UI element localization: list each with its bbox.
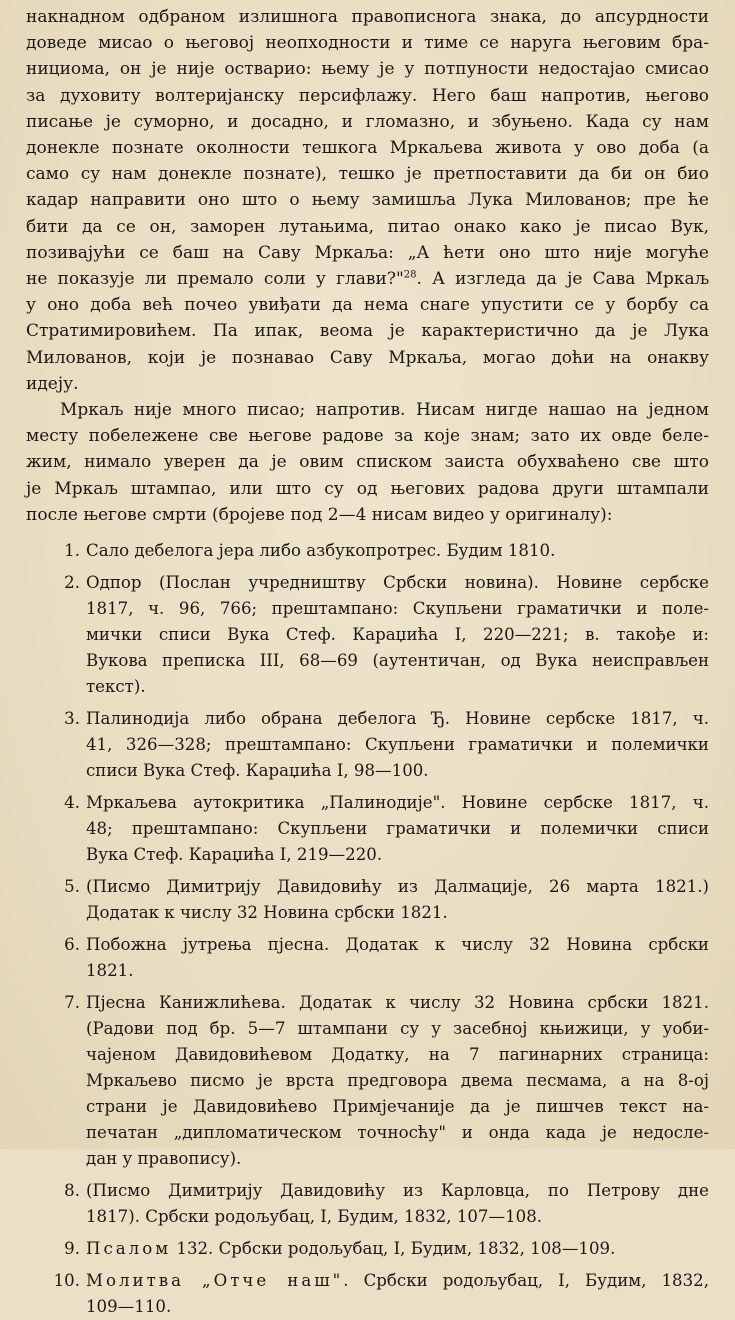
text-line: 109—110. [86,1297,172,1317]
text-line: 1821. [86,961,134,981]
list-item [26,932,709,984]
text-line: 1817, ч. 96, 766; прештампано: Скупљени граматички и поле- [86,599,709,619]
text-line: жим, нимало уверен да је овим списком заиста обухваћено све што [26,452,709,473]
text-line: Мркаљево писмо је врста предговора двема песмама, а на 8-ој [86,1071,709,1091]
text-line: текст). [86,677,146,697]
text-line: бити да се он, заморен лутањима, питао онако како је писао Вук, [26,216,709,237]
text-line: Вука Стеф. Караџића I, 219—220. [86,845,383,865]
text-line: доведе мисао о његовој неопходности и тиме се наруга његовим бра- [26,33,709,54]
item-number: 8. [64,1181,80,1201]
list-item [26,990,709,1172]
text-line: Вукова преписка III, 68—69 (аутентичан, од Вука неисправљен [86,651,709,671]
works-list [26,538,709,1320]
text-line: 48; прештампано: Скупљени граматички и полемички списи [86,819,709,839]
item-number: 5. [64,877,80,897]
text-line: (Радови под бр. 5—7 штампани су у засебној књижици, у уоби- [86,1019,709,1039]
list-item [26,1268,709,1320]
text-line-with-footnote [26,266,709,292]
text-line: за духовиту волтеријанску персифлажу. Него баш напротив, његово [26,85,709,106]
list-item [26,874,709,926]
list-item [26,706,709,784]
text-line: 1817). Србски родољубац, I, Будим, 1832, 107—108. [86,1207,543,1227]
text-segment: не показује ли премало соли у глави?" [26,269,404,290]
item-number: 10. [53,1271,80,1291]
text-line: Сало дебелога јера либо азбукопротрес. Будим 1810. [86,541,556,561]
spaced-title: Молитва „Отче наш" [86,1271,344,1291]
text-line: Мркаљева аутокритика „Палинодије". Новине сербске 1817, ч. [86,793,709,813]
text-segment: . Србски родољубац, I, Будим, 1832, [343,1271,709,1291]
item-number: 1. [64,541,80,561]
text-line: (Писмо Димитрију Давидовићу из Карловца, по Петрову дне [86,1181,709,1201]
text-line [86,1268,709,1294]
text-line: (Писмо Димитрију Давидовићу из Далмације, 26 марта 1821.) [86,877,709,897]
text-line: нициома, он је није остварио: њему је у потпуности недостајао смисао [26,59,709,80]
list-item [26,790,709,868]
text-segment: . А изгледа да је Сава Мркаљ [416,269,709,290]
item-number: 9. [64,1239,80,1259]
item-number: 7. [64,993,80,1013]
list-item [26,570,709,700]
list-item [26,1236,709,1262]
text-line: Одпор (Послан учредништву Србски новина). Новине сербске [86,573,709,593]
text-line: накнадном одбраном излишнога правописнога знака, до апсурдности [26,7,709,27]
text-line: Мркаљ није много писао; напротив. Нисам нигде нашао на једном [60,400,709,421]
text-line: позивајући се баш на Саву Мркаља: „А ћети оно што није могуће [26,242,709,263]
text-line [86,1236,709,1262]
item-number: 2. [64,573,80,593]
text-line: само су нам донекле познате), тешко је претпоставити да би он био [26,164,709,185]
text-line: месту побележене све његове радове за које знам; зато их овде белe- [26,426,709,447]
text-line: после његове смрти (бројеве под 2—4 нисам видео у оригиналу): [26,504,613,525]
text-line: страни је Давидовићево Примјечаније да је пишчев текст на- [86,1097,709,1117]
text-line: Пјесна Канижлићева. Додатак к числу 32 Новина србски 1821. [86,993,709,1013]
text-line: чајеном Давидовићевом Додатку, на 7 пагинарних страница: [86,1045,709,1065]
list-item [26,1178,709,1230]
item-number: 6. [64,935,80,955]
list-item [26,538,709,564]
text-line: је Мркаљ штампао, или што су од његових радова други штампали [26,478,709,499]
item-number: 4. [64,793,80,813]
text-line: у оно доба већ почео увиђати да нема снаге упустити се у борбу са [26,295,709,316]
text-segment: 132. Србски родољубац, I, Будим, 1832, 108—109. [171,1239,616,1259]
text-line: Додатак к числу 32 Новина србски 1821. [86,903,448,923]
paragraph-2 [26,397,709,528]
text-line: мички списи Вука Стеф. Караџића I, 220—221; в. такође и: [86,625,709,645]
text-line: Палинодија либо обрана дебелога Ђ. Новине сербске 1817, ч. [86,709,709,729]
text-line: кадар направити оно што о њему замишља Лука Милованов; пре ће [26,190,709,211]
paragraph-1 [26,4,709,397]
text-line: Побожна јутрења пјесна. Додатак к числу 32 Новина србски [86,935,709,955]
text-line: списи Вука Стеф. Караџића I, 98—100. [86,761,429,781]
text-line: донекле познате околности тешкога Мркаљева живота у ово доба (а [26,138,709,159]
footnote-reference: 28 [403,269,417,281]
text-line: дан у правопису). [86,1149,242,1169]
spaced-title: Псалом [86,1239,172,1259]
item-number: 3. [64,709,80,729]
text-line: печатан „дипломатическом точносћу" и онда када је недосле- [86,1123,709,1143]
text-line: 41, 326—328; прештампано: Скупљени граматички и полемички [86,735,709,755]
text-line: Стратимировићем. Па ипак, веома је карактеристично да је Лука [26,321,709,342]
text-line: идеју. [26,373,79,394]
text-line: писање је суморно, и досадно, и гломазно, и збуњено. Када су нам [26,111,709,132]
text-line: Милованов, који је познавао Саву Мркаља, могао доћи на онакву [26,347,709,368]
